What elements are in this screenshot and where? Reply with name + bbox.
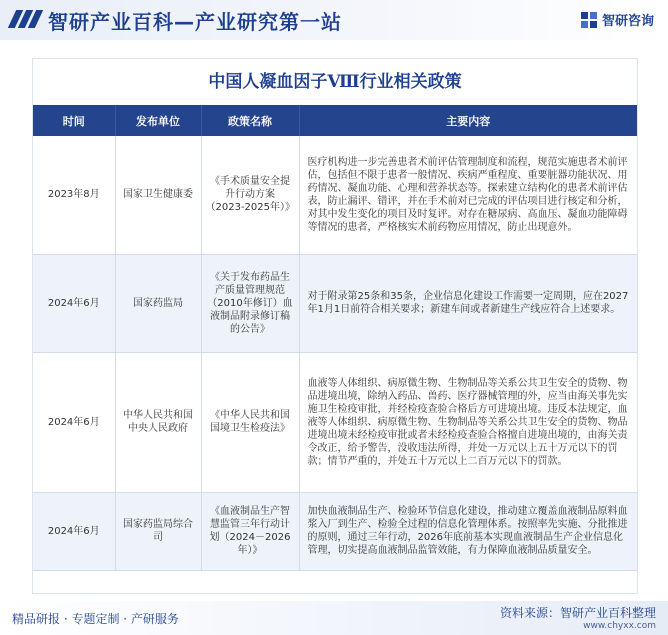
source-note <box>500 604 656 631</box>
brand-name: 智研咨询 <box>601 14 654 29</box>
cell-time: 2024年6月 <box>33 352 115 492</box>
column-header-policy: 政策名称 <box>201 105 299 136</box>
cell-policy-name: 《关于发布药品生产质量管理规范（2010年修订）血液制品附录修订稿的公告》 <box>201 254 299 352</box>
cell-unit: 中华人民共和国中央人民政府 <box>115 352 201 492</box>
column-header-unit: 发布单位 <box>115 105 201 136</box>
cell-policy-name: 《血液制品生产智慧监管三年行动计划（2024－2026年）》 <box>201 492 299 570</box>
cell-content: 医疗机构进一步完善患者术前评估管理制度和流程，规范实施患者术前评估，包括但不限于患者一般情况、疾病严重程度、重要脏器功能状况、用药情况、凝血功能、心理和营养状态等。探索建立结构化的患者术前评估表，防止漏评、错评，并在手术前对已完成的评估项目进行核定和分析，对其中发生变化的项目及时复评。对存在糖尿病、高血压、凝血功能障碍等情况的患者，严格核实术前药物应用情况，防止出现意外。 <box>299 136 637 254</box>
cell-time: 2024年6月 <box>33 492 115 570</box>
source-label: 资料来源：智研产业百科整理 <box>499 606 656 620</box>
cell-content: 血液等人体组织、病原微生物、生物制品等关系公共卫生安全的货物、物品进境出境，除纳入药品、兽药、医疗器械管理的外，应当由海关事先实施卫生检疫审批，并经检疫查验合格后方可进境出境。违反本法规定，血液等人体组织、病原微生物、生物制品等关系公共卫生安全的货物、物品进境出境未经检疫审批或者未经检疫查验合格擅自进境出境的，由海关责令改正，给予警告，没收违法所得，并处一万元以上五十万元以下的罚款；情节严重的，并处五十万元以上二百万元以下的罚款。 <box>299 352 637 492</box>
source-url[interactable]: www.chyxx.com <box>583 621 656 631</box>
table-row <box>33 254 637 352</box>
cell-unit: 国家卫生健康委 <box>115 136 201 254</box>
column-header-content: 主要内容 <box>299 105 637 136</box>
cell-policy-name: 《中华人民共和国国境卫生检疫法》 <box>201 352 299 492</box>
policy-table <box>33 105 637 571</box>
table-row <box>33 136 637 254</box>
header-decoration-icon <box>8 10 42 28</box>
cell-unit: 国家药监局 <box>115 254 201 352</box>
page-header <box>0 0 668 40</box>
cell-time: 2024年6月 <box>33 254 115 352</box>
table-title: 中国人凝血因子Ⅷ行业相关政策 <box>208 72 462 92</box>
site-title: 智研产业百科—产业研究第一站 <box>48 10 342 34</box>
policy-card <box>32 58 638 594</box>
table-header-row <box>33 105 637 136</box>
table-row <box>33 352 637 492</box>
table-row <box>33 492 637 570</box>
cell-content: 对于附录第25条和35条，企业信息化建设工作需要一定周期，应在2027年1月1日前符合相关要求；新建车间或者新建生产线应符合上述要求。 <box>299 254 637 352</box>
cell-unit: 国家药监局综合司 <box>115 492 201 570</box>
brand-logo[interactable] <box>580 10 654 29</box>
column-header-time: 时间 <box>33 105 115 136</box>
chyxx-logo-icon <box>580 11 598 29</box>
cell-content: 加快血液制品生产、检验环节信息化建设，推动建立覆盖血液制品原料血浆入厂到生产、检验全过程的信息化管理体系。按照率先实施、分批推进的原则，通过三年行动，2026年底前基本实现血液制品生产企业信息化管理，切实提高血液制品监管效能，有力保障血液制品质量安全。 <box>299 492 637 570</box>
cell-policy-name: 《手术质量安全提升行动方案（2023-2025年）》 <box>201 136 299 254</box>
footer-slogan: 精品研报 · 专题定制 · 产研服务 <box>12 612 179 626</box>
cell-time: 2023年8月 <box>33 136 115 254</box>
page-footer <box>0 601 668 635</box>
